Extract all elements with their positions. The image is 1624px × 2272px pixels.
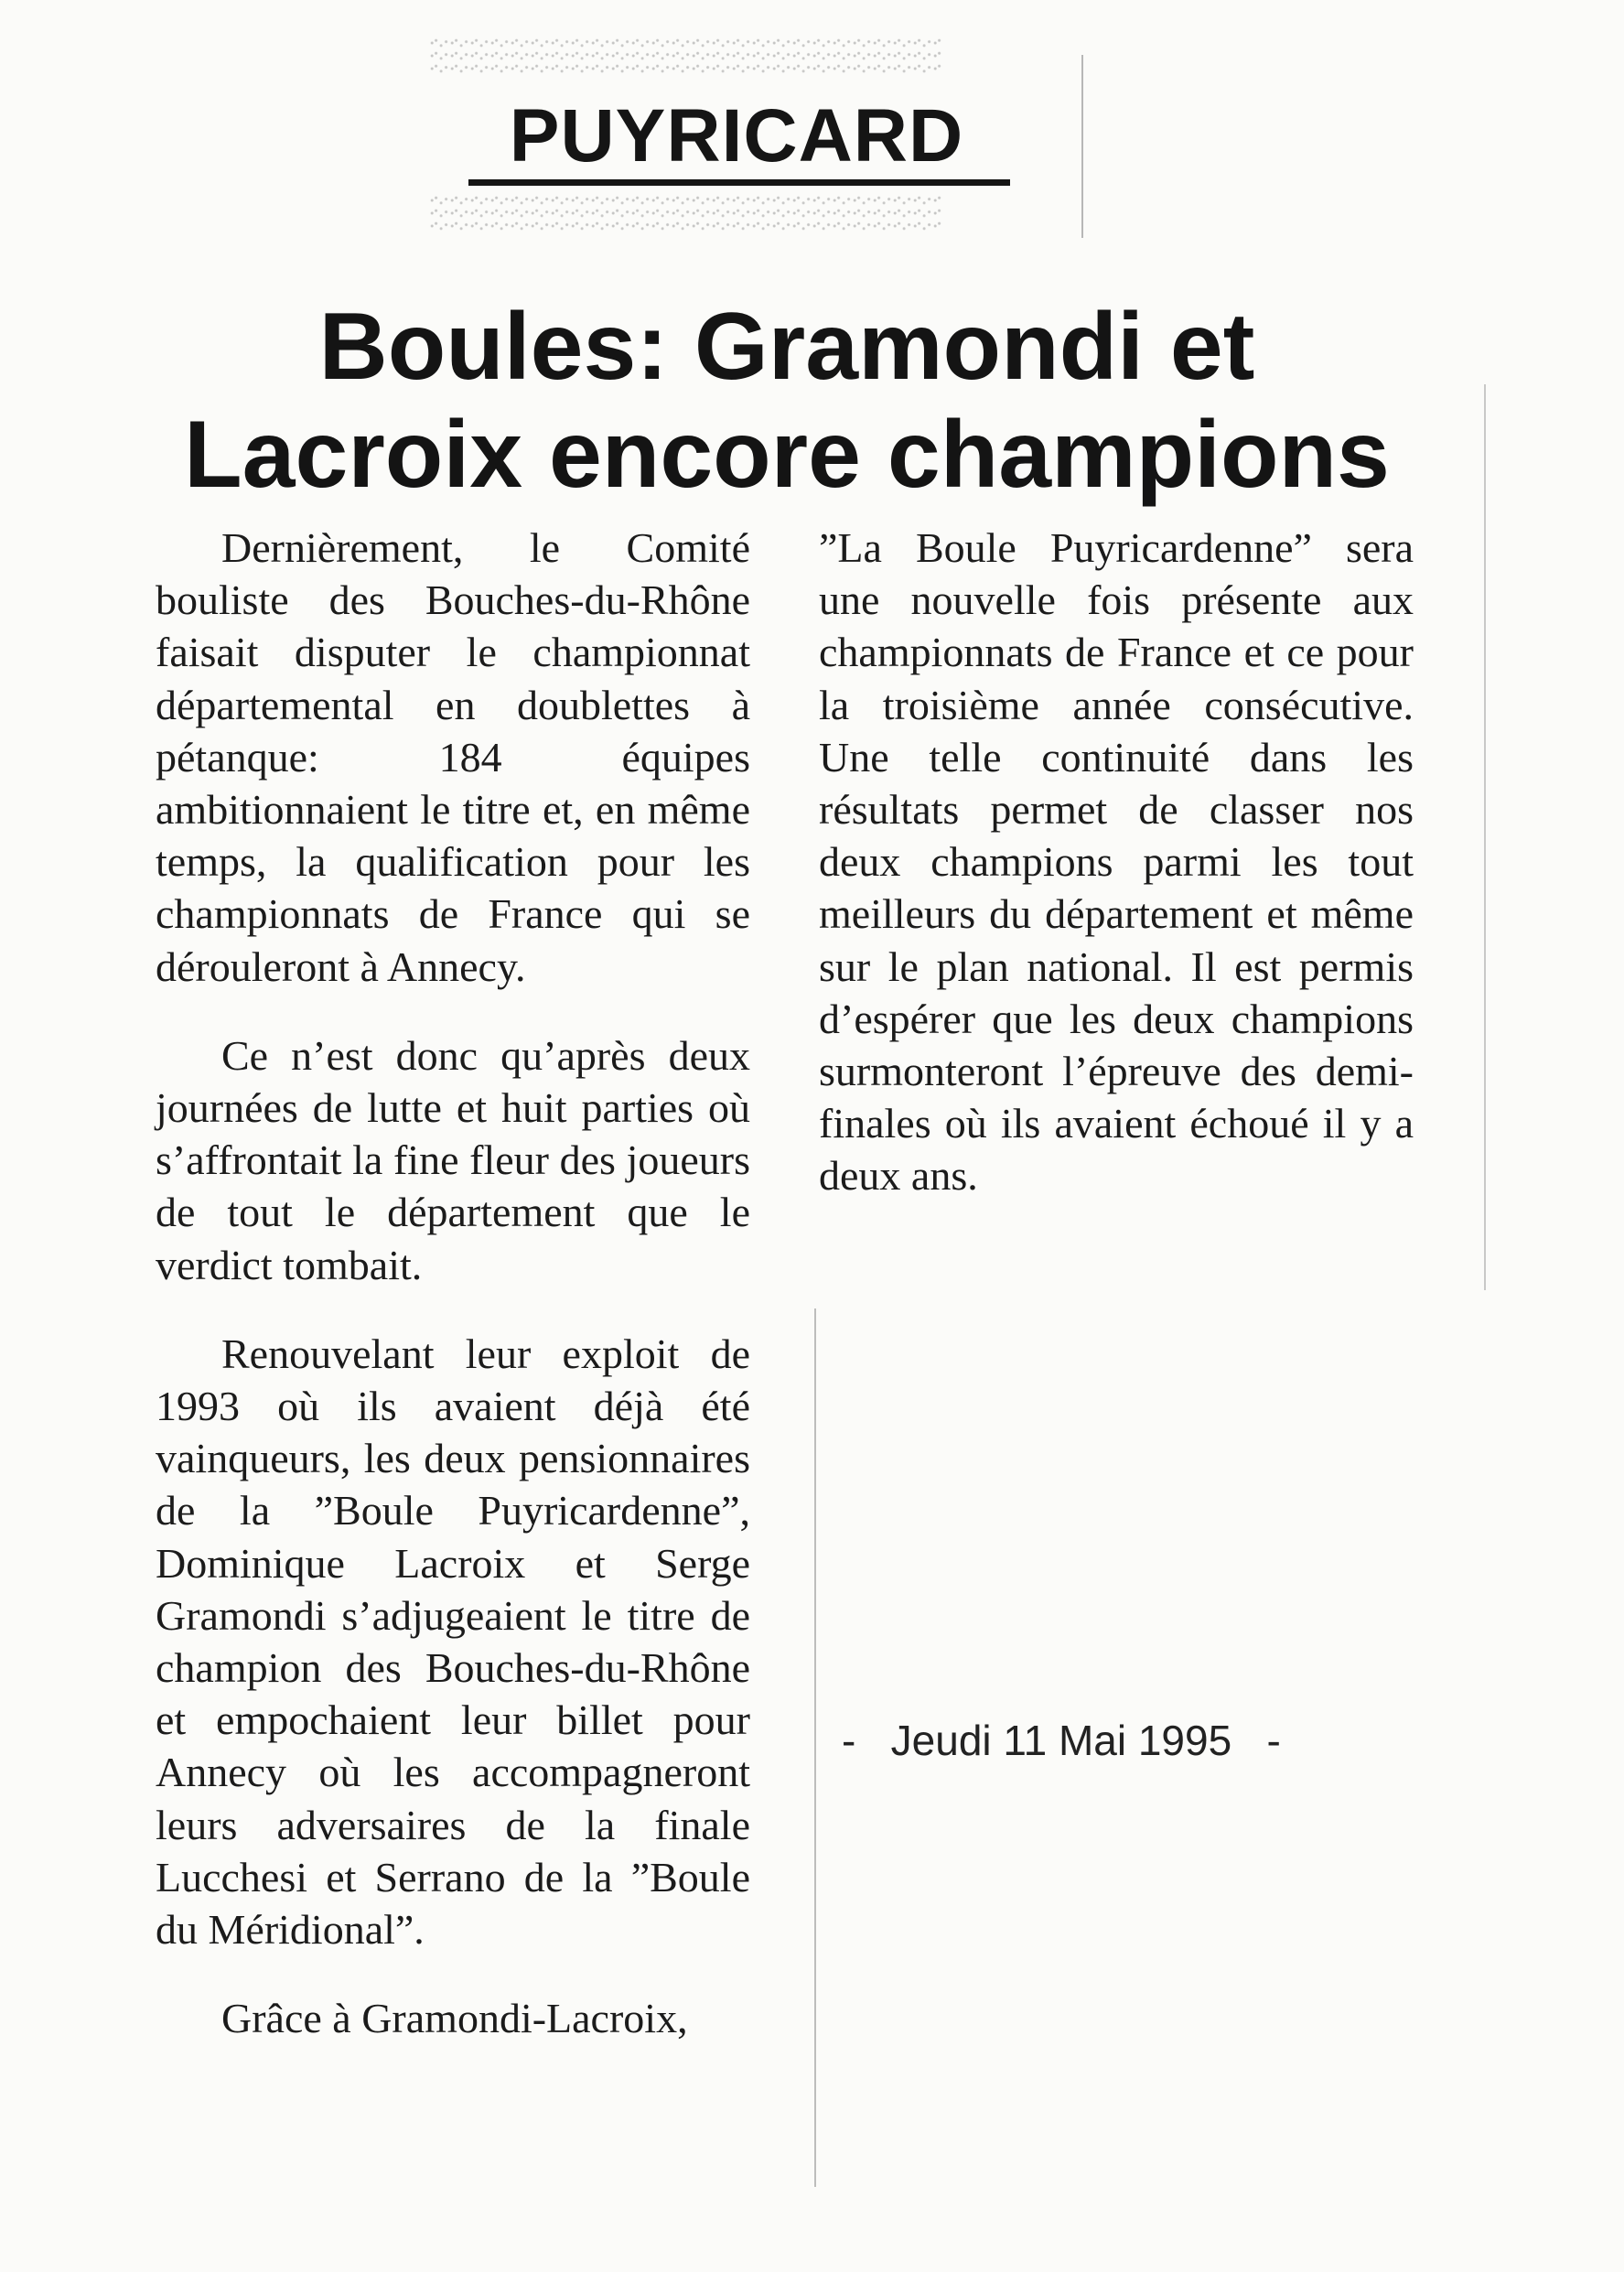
paragraph: Ce n’est donc qu’après deux journées de lutte et huit parties où s’affrontait la fine fleur des joueurs de tout le département que le verdict tombait.: [156, 1031, 750, 1288]
column-divider: [814, 1308, 816, 2187]
scan-noise-under-kicker: [430, 194, 942, 231]
right-edge-rule: [1484, 384, 1486, 1290]
column-rule-top: [1081, 55, 1083, 238]
publication-date: - Jeudi 11 Mai 1995 -: [842, 1717, 1281, 1764]
paragraph: Dernièrement, le Comité bouliste des Bouches-du-Rhône faisait disputer le championnat départemental en doublettes à pétanque: 184 équipes ambitionnaient le titre et, en même temps, la qualification pour les championnats de France qui se dérouleront à Annecy.: [156, 524, 750, 990]
right-column: [819, 522, 1414, 1202]
section-title: PUYRICARD: [509, 94, 964, 178]
section-title-underline: [468, 179, 1010, 186]
headline: Boules: Gramondi et Lacroix encore champions: [184, 294, 1390, 508]
paragraph: ”La Boule Puyricardenne” sera une nouvelle fois présente aux championnats de France et ce pour la troisième année consécutive. Une telle continuité dans les résultats permet de classer nos deux champions parmi les tout meilleurs du département et même sur le plan national. Il est permis d’espérer que les deux champions surmonteront l’épreuve des demi-finales où ils avaient échoué il y a deux ans.: [819, 524, 1414, 1200]
paragraph: Grâce à Gramondi-Lacroix,: [221, 1995, 688, 2042]
paragraph: Renouvelant leur exploit de 1993 où ils avaient déjà été vainqueurs, les deux pensionnaires de la ”Boule Puyricardenne”, Dominique Lacroix et Serge Gramondi s’adjugeaient le titre de champion des Bouches-du-Rhône et empochaient leur billet pour Annecy où les accompagneront leurs adversaires de la finale Lucchesi et Serrano de la ”Boule du Méridional”.: [156, 1330, 750, 1954]
left-column: [156, 522, 750, 2044]
scan-noise-top: [430, 37, 942, 73]
